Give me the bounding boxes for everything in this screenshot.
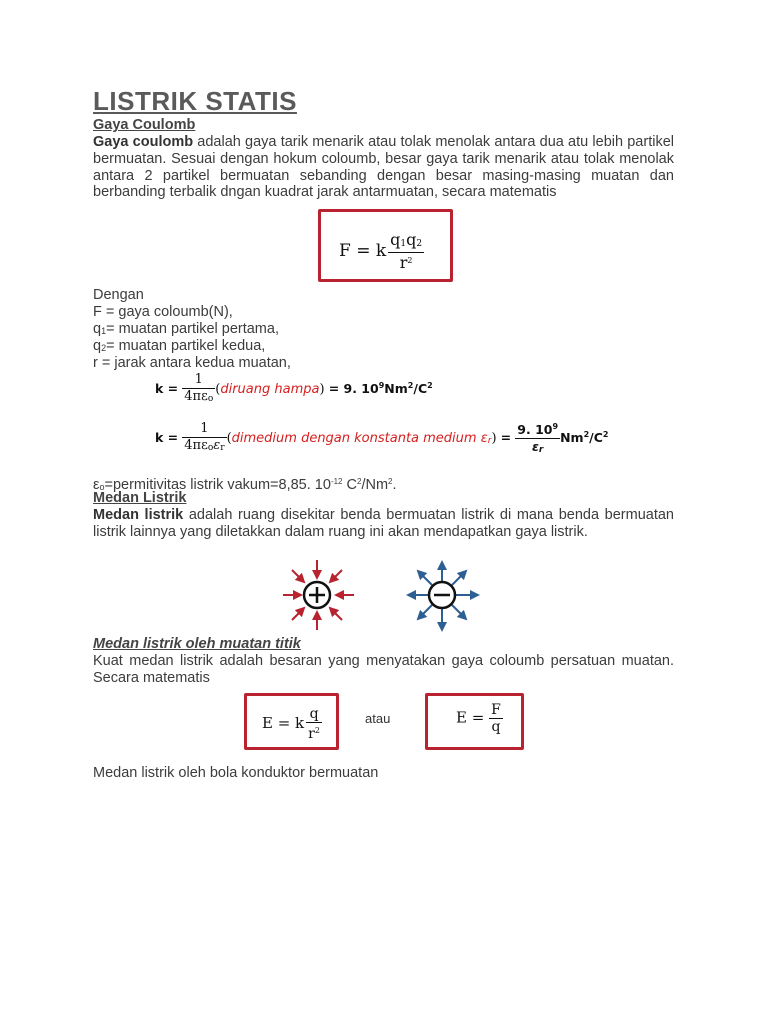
formula-k-vacuum: k = $\frac{1}{\text{4πεo}}$ (diruang hampa) = 9. $10^9Nm^2/C^2$ — [155, 372, 433, 404]
field-lines-diagram — [280, 558, 490, 634]
formula-box-coulomb — [318, 209, 453, 282]
paragraph-text: adalah gaya tarik menarik atau tolak menolak antara dua atu lebih partikel bermuatan. Sesuai dengan hokum coloumb, besar gaya tarik menarik atau tolak menolak antara 2 partikel bermuatan sebanding dengan besar masing-masing muatan dan berbanding terbalik dngan kuadrat jarak antarmuatan, secara matematis — [93, 134, 674, 201]
permittivity-line: εo=permitivitas listrik vakum=8,85. $10^{-12}$ $C^2/Nm^2$. — [93, 477, 397, 493]
formula-k-medium: k = $\frac{1}{\text{4πεoεr}}$ (dimedium dengan konstanta medium εr) = $\frac{9. 10^9}{\varepsilon r}$ $Nm^2/C^2$ — [155, 421, 609, 455]
paragraph-medan-listrik: Medan listrik adalah ruang disekitar benda bermuatan listrik di mana benda bermuatan listrik lainnya yang diletakkan dalam ruang ini akan mendapatkan gaya listrik. — [93, 507, 674, 540]
positive-charge-field — [283, 560, 354, 630]
term-gaya-coulomb: Gaya coulomb — [93, 134, 194, 150]
definition-q2: q2= muatan partikel kedua, — [93, 338, 266, 354]
paragraph-muatan-titik: Kuat medan listrik adalah besaran yang menyatakan gaya coloumb persatuan muatan. Secara matematis — [93, 653, 674, 686]
formula-fraction: $\frac{q1q2}{r^2}$ — [390, 230, 423, 272]
connector-text: atau — [365, 711, 391, 726]
section-heading-medan-listrik: Medan Listrik — [93, 490, 187, 506]
section-heading-gaya-coulomb: Gaya Coulomb — [93, 117, 196, 133]
closing-line: Medan listrik oleh bola konduktor bermuatan — [93, 765, 379, 781]
definition-f: F = gaya coloumb(N), — [93, 304, 233, 320]
definitions-intro: Dengan — [93, 287, 144, 303]
definition-q1: q1= muatan partikel pertama, — [93, 321, 279, 337]
paragraph-gaya-coulomb — [93, 134, 674, 201]
formula-box-field-fq: E = $\frac{F}{q}$ — [425, 693, 524, 750]
section-heading-muatan-titik: Medan listrik oleh muatan titik — [93, 636, 301, 652]
page-title: LISTRIK STATIS — [93, 86, 297, 116]
definition-r: r = jarak antara kedua muatan, — [93, 355, 291, 371]
formula-lhs: F = k — [339, 241, 387, 261]
negative-charge-field — [408, 562, 478, 630]
formula-box-field-kq: E = k $\frac{q}{r^2}$ — [244, 693, 339, 750]
term-medan-listrik: Medan listrik — [93, 507, 184, 523]
